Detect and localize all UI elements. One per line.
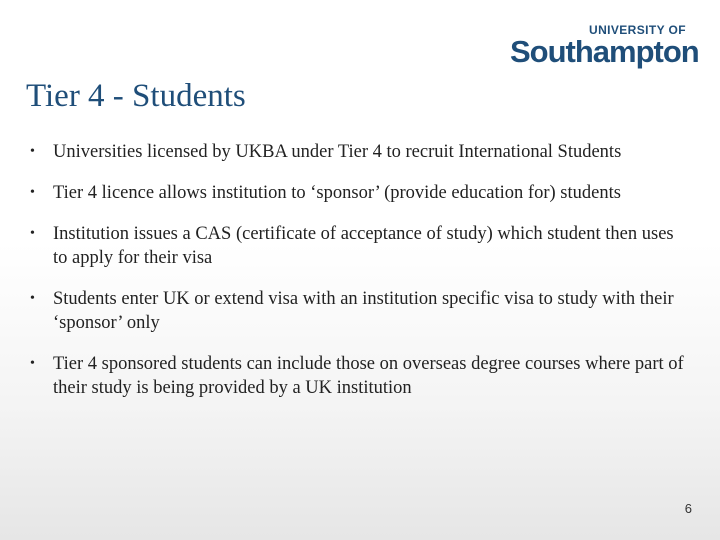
bullet-icon: • [30, 356, 35, 371]
bullet-text: Institution issues a CAS (certificate of acceptance of study) which student then uses to apply for their visa [53, 224, 674, 268]
bullet-text: Universities licensed by UKBA under Tier 4 to recruit International Students [53, 142, 622, 162]
bullet-icon: • [30, 226, 35, 241]
bullet-icon: • [30, 144, 35, 159]
bullet-icon: • [30, 185, 35, 200]
bullet-item [28, 222, 688, 270]
logo-southampton: Southampton [510, 34, 699, 69]
page-number: 6 [684, 501, 692, 516]
logo-university-of: UNIVERSITY OF [589, 23, 686, 37]
bullet-item [28, 287, 688, 335]
university-logo [510, 23, 699, 69]
bullet-item [28, 352, 688, 400]
bullet-text: Students enter UK or extend visa with an institution specific visa to study with their ‘sponsor’ only [53, 289, 674, 333]
bullet-list [28, 140, 688, 417]
bullet-icon: • [30, 291, 35, 306]
bullet-text: Tier 4 sponsored students can include those on overseas degree courses where part of their study is being provided by a UK institution [53, 354, 684, 398]
slide-title: Tier 4 - Students [26, 78, 246, 114]
bullet-item [28, 181, 688, 205]
bullet-item [28, 140, 688, 164]
bullet-text: Tier 4 licence allows institution to ‘sponsor’ (provide education for) students [53, 183, 621, 203]
